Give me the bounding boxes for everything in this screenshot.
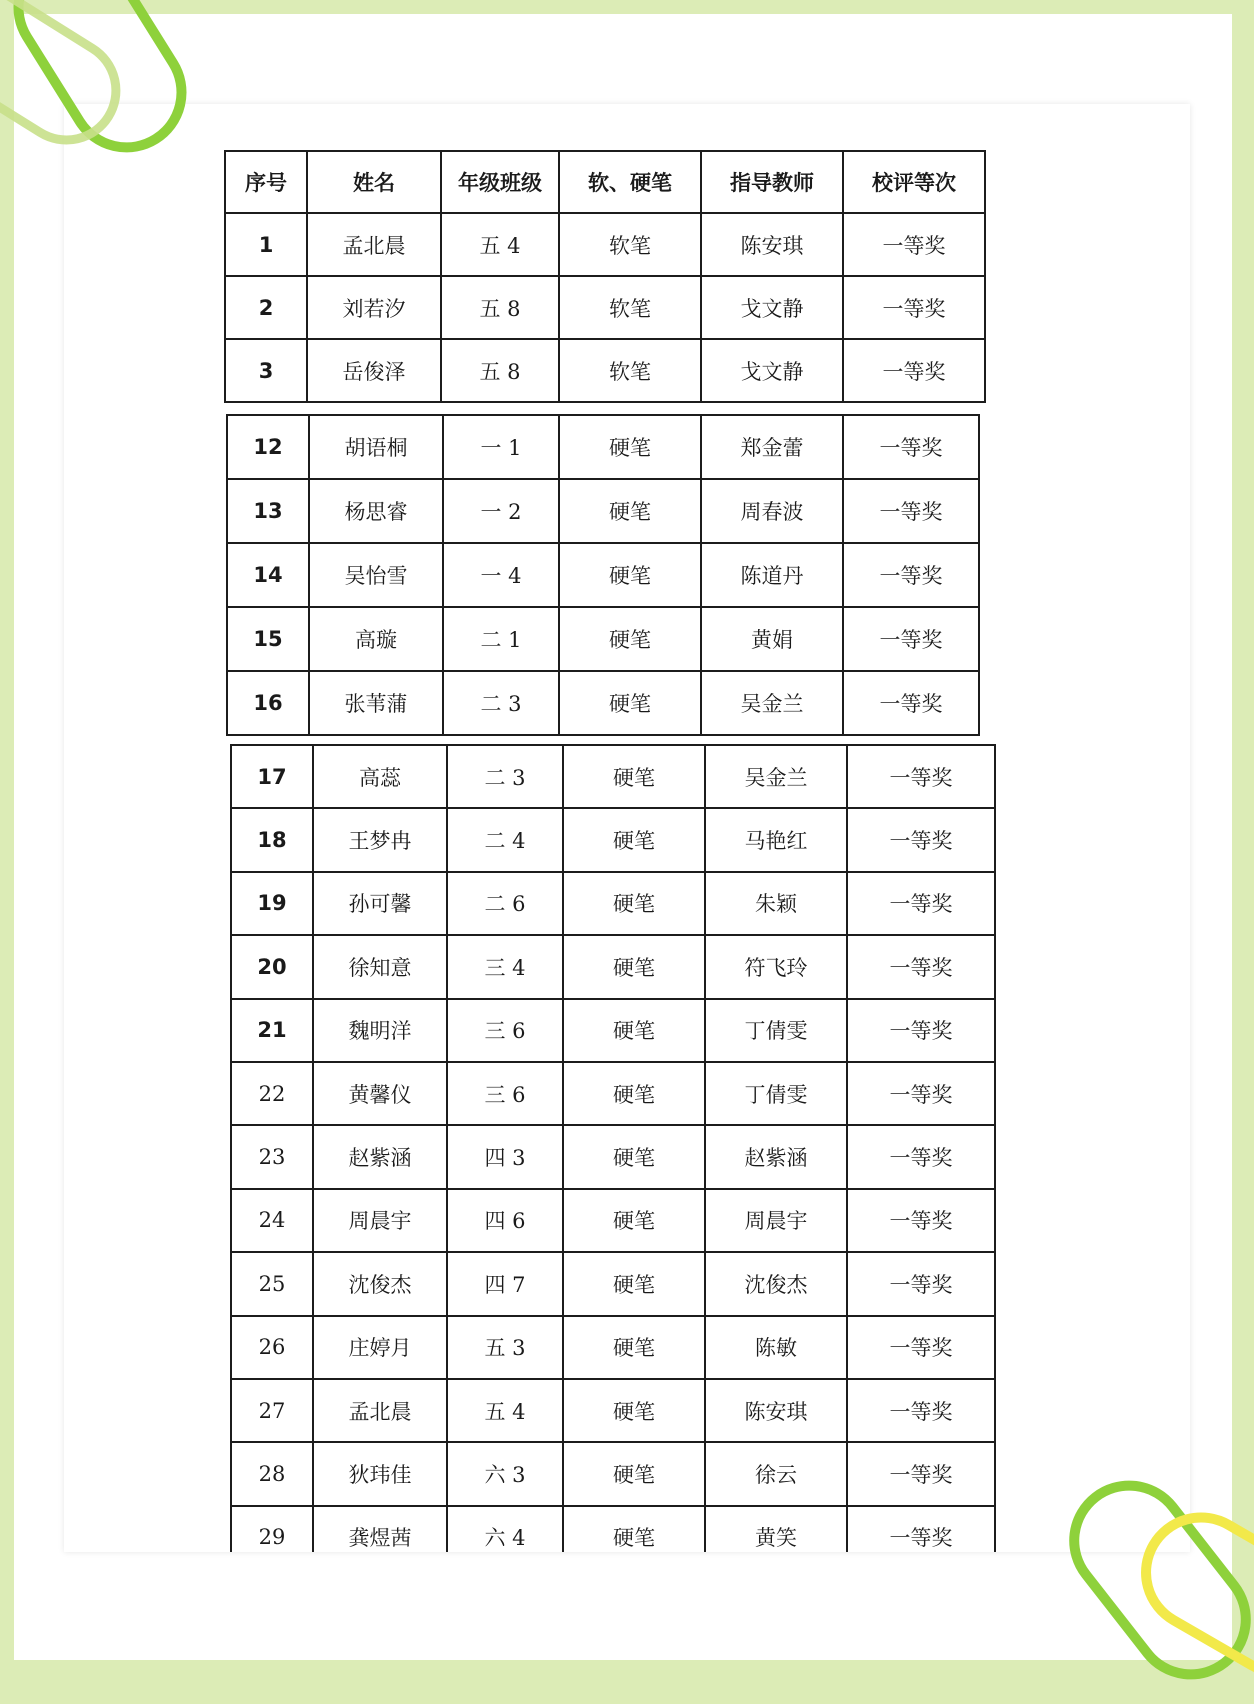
- pen-type-cell: 硬笔: [563, 808, 705, 871]
- student-name-cell: 高蕊: [313, 745, 447, 808]
- serial-number-cell: 17: [231, 745, 313, 808]
- class-cell: 二 1: [443, 607, 559, 671]
- table-row: [227, 415, 979, 479]
- teacher-cell: 吴金兰: [705, 745, 847, 808]
- teacher-cell: 朱颖: [705, 872, 847, 935]
- teacher-cell: 徐云: [705, 1442, 847, 1505]
- table-row: [231, 999, 995, 1062]
- class-cell: 六 3: [447, 1442, 563, 1505]
- serial-number-cell: 24: [231, 1189, 313, 1252]
- teacher-cell: 丁倩雯: [705, 1062, 847, 1125]
- award-cell: 一等奖: [847, 1062, 995, 1125]
- class-cell: 五 4: [447, 1379, 563, 1442]
- class-cell: 一 2: [443, 479, 559, 543]
- student-name-cell: 庄婷月: [313, 1316, 447, 1379]
- student-name-cell: 刘若汐: [307, 276, 441, 339]
- table-row: [231, 1125, 995, 1188]
- serial-number-cell: 14: [227, 543, 309, 607]
- award-cell: 一等奖: [843, 671, 979, 735]
- student-name-cell: 高璇: [309, 607, 443, 671]
- class-cell: 四 6: [447, 1189, 563, 1252]
- award-cell: 一等奖: [843, 213, 985, 276]
- table-row: [231, 1379, 995, 1442]
- header-cell: 指导教师: [701, 151, 843, 213]
- student-name-cell: 杨思睿: [309, 479, 443, 543]
- teacher-cell: 陈敏: [705, 1316, 847, 1379]
- serial-number-cell: 18: [231, 808, 313, 871]
- student-name-cell: 周晨宇: [313, 1189, 447, 1252]
- serial-number-cell: 29: [231, 1506, 313, 1552]
- pen-type-cell: 硬笔: [563, 935, 705, 998]
- award-cell: 一等奖: [847, 745, 995, 808]
- pen-type-cell: 硬笔: [559, 479, 701, 543]
- document-page: [64, 104, 1190, 1552]
- award-cell: 一等奖: [847, 1189, 995, 1252]
- student-name-cell: 魏明洋: [313, 999, 447, 1062]
- pen-type-cell: 硬笔: [563, 1379, 705, 1442]
- pen-type-cell: 硬笔: [563, 1442, 705, 1505]
- student-name-cell: 沈俊杰: [313, 1252, 447, 1315]
- serial-number-cell: 28: [231, 1442, 313, 1505]
- class-cell: 二 6: [447, 872, 563, 935]
- award-cell: 一等奖: [847, 1442, 995, 1505]
- serial-number-cell: 13: [227, 479, 309, 543]
- teacher-cell: 沈俊杰: [705, 1252, 847, 1315]
- table-row: [231, 1062, 995, 1125]
- table-row: [225, 339, 985, 402]
- pen-type-cell: 软笔: [559, 339, 701, 402]
- student-name-cell: 胡语桐: [309, 415, 443, 479]
- class-cell: 一 1: [443, 415, 559, 479]
- award-cell: 一等奖: [847, 1125, 995, 1188]
- award-cell: 一等奖: [847, 1506, 995, 1552]
- header-cell: 校评等次: [843, 151, 985, 213]
- table-row: [231, 872, 995, 935]
- award-cell: 一等奖: [847, 872, 995, 935]
- table-row: [231, 1506, 995, 1552]
- serial-number-cell: 23: [231, 1125, 313, 1188]
- student-name-cell: 孙可馨: [313, 872, 447, 935]
- table-row: [231, 1189, 995, 1252]
- serial-number-cell: 21: [231, 999, 313, 1062]
- student-name-cell: 徐知意: [313, 935, 447, 998]
- teacher-cell: 丁倩雯: [705, 999, 847, 1062]
- pen-type-cell: 硬笔: [563, 999, 705, 1062]
- class-cell: 一 4: [443, 543, 559, 607]
- teacher-cell: 黄娟: [701, 607, 843, 671]
- teacher-cell: 陈安琪: [705, 1379, 847, 1442]
- serial-number-cell: 1: [225, 213, 307, 276]
- teacher-cell: 戈文静: [701, 339, 843, 402]
- teacher-cell: 郑金蕾: [701, 415, 843, 479]
- teacher-cell: 黄笑: [705, 1506, 847, 1552]
- table-row: [231, 745, 995, 808]
- pen-type-cell: 硬笔: [563, 1506, 705, 1552]
- serial-number-cell: 20: [231, 935, 313, 998]
- teacher-cell: 陈道丹: [701, 543, 843, 607]
- pen-type-cell: 软笔: [559, 213, 701, 276]
- class-cell: 四 7: [447, 1252, 563, 1315]
- header-cell: 年级班级: [441, 151, 559, 213]
- award-cell: 一等奖: [847, 935, 995, 998]
- award-table-segment-2: [226, 414, 980, 736]
- student-name-cell: 狄玮佳: [313, 1442, 447, 1505]
- teacher-cell: 符飞玲: [705, 935, 847, 998]
- table-row: [225, 213, 985, 276]
- header-cell: 软、硬笔: [559, 151, 701, 213]
- serial-number-cell: 16: [227, 671, 309, 735]
- serial-number-cell: 3: [225, 339, 307, 402]
- award-cell: 一等奖: [843, 276, 985, 339]
- student-name-cell: 孟北晨: [307, 213, 441, 276]
- serial-number-cell: 19: [231, 872, 313, 935]
- header-cell: 姓名: [307, 151, 441, 213]
- teacher-cell: 马艳红: [705, 808, 847, 871]
- table-row: [227, 671, 979, 735]
- student-name-cell: 吴怡雪: [309, 543, 443, 607]
- class-cell: 三 4: [447, 935, 563, 998]
- class-cell: 六 4: [447, 1506, 563, 1552]
- class-cell: 五 8: [441, 339, 559, 402]
- pen-type-cell: 硬笔: [559, 607, 701, 671]
- student-name-cell: 张苇蒲: [309, 671, 443, 735]
- pen-type-cell: 硬笔: [563, 1125, 705, 1188]
- teacher-cell: 周春波: [701, 479, 843, 543]
- award-cell: 一等奖: [843, 415, 979, 479]
- serial-number-cell: 26: [231, 1316, 313, 1379]
- award-cell: 一等奖: [843, 479, 979, 543]
- pen-type-cell: 硬笔: [563, 1252, 705, 1315]
- award-cell: 一等奖: [843, 607, 979, 671]
- award-cell: 一等奖: [847, 1316, 995, 1379]
- serial-number-cell: 15: [227, 607, 309, 671]
- pen-type-cell: 硬笔: [559, 543, 701, 607]
- pen-type-cell: 硬笔: [563, 1316, 705, 1379]
- pen-type-cell: 软笔: [559, 276, 701, 339]
- student-name-cell: 王梦冉: [313, 808, 447, 871]
- teacher-cell: 戈文静: [701, 276, 843, 339]
- serial-number-cell: 22: [231, 1062, 313, 1125]
- table-row: [231, 808, 995, 871]
- serial-number-cell: 12: [227, 415, 309, 479]
- award-cell: 一等奖: [847, 999, 995, 1062]
- award-cell: 一等奖: [847, 808, 995, 871]
- award-table-segment-3: [230, 744, 996, 1552]
- header-cell: 序号: [225, 151, 307, 213]
- serial-number-cell: 2: [225, 276, 307, 339]
- table-row: [227, 607, 979, 671]
- serial-number-cell: 27: [231, 1379, 313, 1442]
- class-cell: 二 3: [443, 671, 559, 735]
- table-row: [225, 276, 985, 339]
- table-header-row: [225, 151, 985, 213]
- award-cell: 一等奖: [843, 543, 979, 607]
- award-cell: 一等奖: [847, 1252, 995, 1315]
- teacher-cell: 赵紫涵: [705, 1125, 847, 1188]
- award-table-segment-1: [224, 150, 986, 403]
- pen-type-cell: 硬笔: [563, 1189, 705, 1252]
- pen-type-cell: 硬笔: [559, 415, 701, 479]
- pen-type-cell: 硬笔: [559, 671, 701, 735]
- table-row: [231, 1442, 995, 1505]
- class-cell: 二 4: [447, 808, 563, 871]
- table-row: [231, 1316, 995, 1379]
- student-name-cell: 黄馨仪: [313, 1062, 447, 1125]
- award-cell: 一等奖: [843, 339, 985, 402]
- student-name-cell: 赵紫涵: [313, 1125, 447, 1188]
- pen-type-cell: 硬笔: [563, 872, 705, 935]
- serial-number-cell: 25: [231, 1252, 313, 1315]
- student-name-cell: 孟北晨: [313, 1379, 447, 1442]
- class-cell: 三 6: [447, 1062, 563, 1125]
- table-row: [227, 479, 979, 543]
- table-row: [227, 543, 979, 607]
- class-cell: 五 8: [441, 276, 559, 339]
- student-name-cell: 龚煜茜: [313, 1506, 447, 1552]
- award-cell: 一等奖: [847, 1379, 995, 1442]
- student-name-cell: 岳俊泽: [307, 339, 441, 402]
- class-cell: 四 3: [447, 1125, 563, 1188]
- table-row: [231, 935, 995, 998]
- class-cell: 三 6: [447, 999, 563, 1062]
- pen-type-cell: 硬笔: [563, 1062, 705, 1125]
- table-row: [231, 1252, 995, 1315]
- class-cell: 五 4: [441, 213, 559, 276]
- class-cell: 五 3: [447, 1316, 563, 1379]
- pen-type-cell: 硬笔: [563, 745, 705, 808]
- class-cell: 二 3: [447, 745, 563, 808]
- teacher-cell: 陈安琪: [701, 213, 843, 276]
- teacher-cell: 吴金兰: [701, 671, 843, 735]
- teacher-cell: 周晨宇: [705, 1189, 847, 1252]
